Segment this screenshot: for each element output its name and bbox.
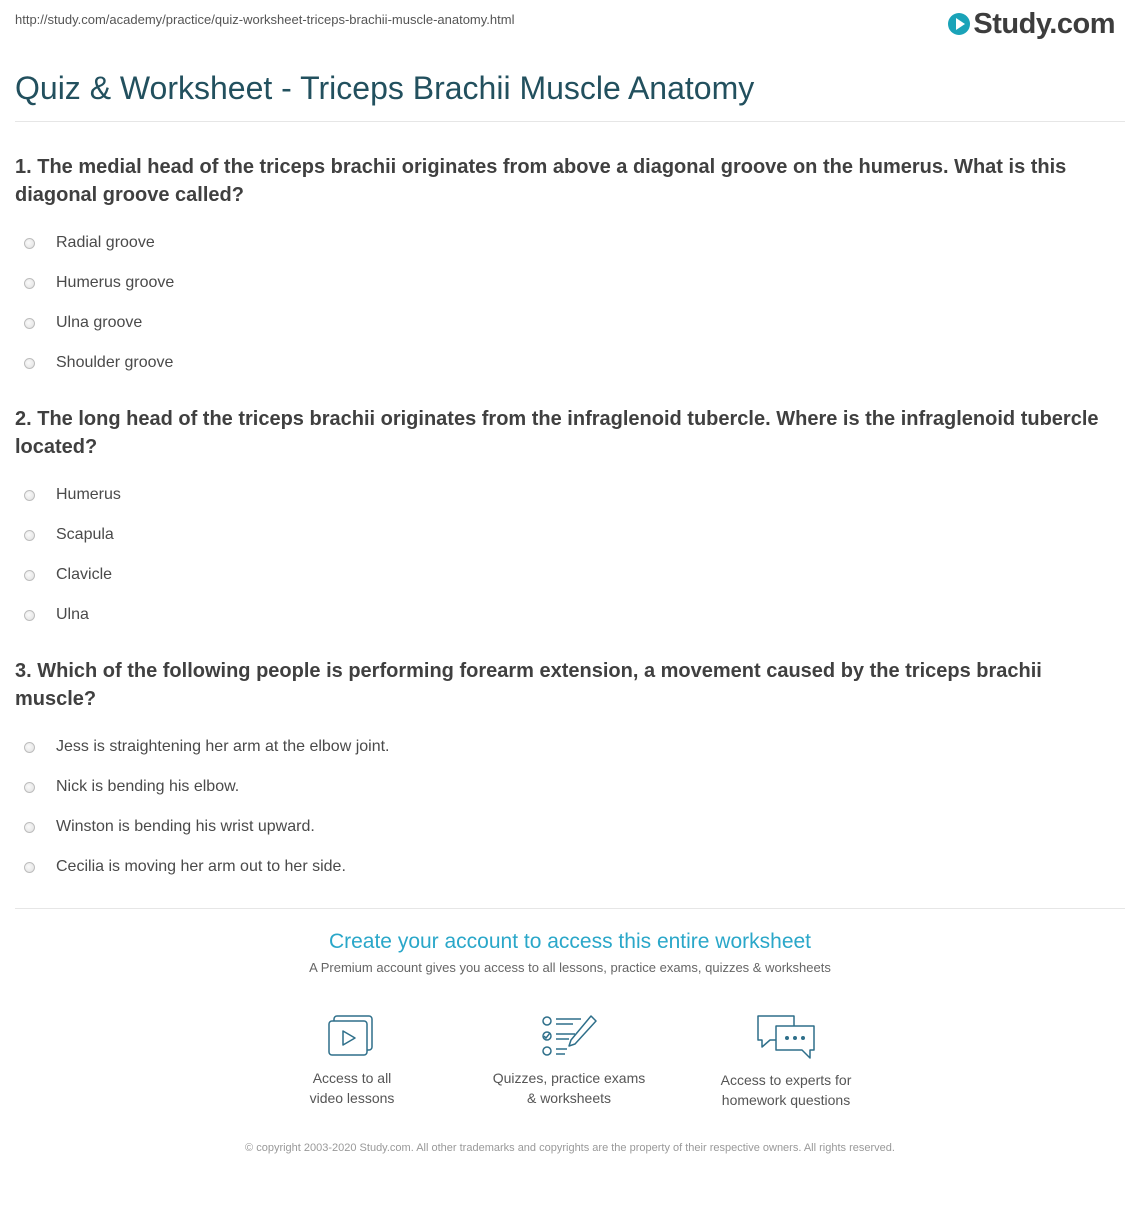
- video-lesson-icon: [324, 1012, 380, 1060]
- radio-button[interactable]: [24, 782, 35, 793]
- answer-label: Humerus: [56, 486, 121, 503]
- answer-option[interactable]: [15, 223, 1115, 263]
- feature-label: Access to all video lessons: [309, 1070, 395, 1106]
- feature-quizzes: [469, 1012, 669, 1108]
- answer-label: Nick is bending his elbow.: [56, 778, 240, 795]
- title-divider: [15, 121, 1125, 122]
- radio-button[interactable]: [24, 610, 35, 621]
- chat-bubbles-icon: [754, 1012, 818, 1062]
- answer-option[interactable]: [15, 515, 1115, 555]
- cta-subtitle: A Premium account gives you access to all lessons, practice exams, quizzes & worksheets: [309, 960, 831, 975]
- question-2: [15, 405, 1115, 635]
- answer-option[interactable]: [15, 767, 1115, 807]
- feature-label: Access to experts for homework questions: [720, 1072, 852, 1108]
- answer-option[interactable]: [15, 475, 1115, 515]
- answer-option[interactable]: [15, 595, 1115, 635]
- feature-video-lessons: [252, 1012, 452, 1108]
- question-3: [15, 657, 1115, 887]
- radio-button[interactable]: [24, 358, 35, 369]
- radio-button[interactable]: [24, 278, 35, 289]
- answer-option[interactable]: [15, 343, 1115, 383]
- question-1: [15, 153, 1115, 383]
- answer-label: Ulna: [56, 606, 89, 623]
- feature-label: Quizzes, practice exams & worksheets: [492, 1070, 646, 1106]
- answer-label: Ulna groove: [56, 314, 143, 331]
- answer-label: Cecilia is moving her arm out to her side.: [56, 858, 346, 875]
- page-title: Quiz & Worksheet - Triceps Brachii Muscle Anatomy: [15, 70, 755, 106]
- question-text: 2. The long head of the triceps brachii originates from the infraglenoid tubercle. Where is the infraglenoid tubercle located?: [15, 408, 1099, 458]
- answer-option[interactable]: [15, 727, 1115, 767]
- study-logo[interactable]: [948, 6, 1115, 42]
- radio-button[interactable]: [24, 318, 35, 329]
- answer-list: [15, 223, 1115, 383]
- answer-label: Scapula: [56, 526, 114, 543]
- answer-list: [15, 727, 1115, 887]
- question-text: 1. The medial head of the triceps brachii originates from above a diagonal groove on the humerus. What is this diagonal groove called?: [15, 156, 1067, 206]
- answer-label: Radial groove: [56, 234, 155, 251]
- feature-experts: [686, 1012, 886, 1110]
- page-url[interactable]: http://study.com/academy/practice/quiz-worksheet-triceps-brachii-muscle-anatomy.html: [15, 12, 515, 27]
- radio-button[interactable]: [24, 742, 35, 753]
- answer-option[interactable]: [15, 303, 1115, 343]
- radio-button[interactable]: [24, 862, 35, 873]
- radio-button[interactable]: [24, 238, 35, 249]
- cta-title-link[interactable]: Create your account to access this entire worksheet: [328, 930, 812, 953]
- radio-button[interactable]: [24, 490, 35, 501]
- answer-label: Shoulder groove: [56, 354, 174, 371]
- radio-button[interactable]: [24, 570, 35, 581]
- answer-option[interactable]: [15, 847, 1115, 887]
- answer-label: Humerus groove: [56, 274, 175, 291]
- answer-label: Winston is bending his wrist upward.: [56, 818, 315, 835]
- quiz-checklist-icon: [539, 1012, 599, 1060]
- answer-option[interactable]: [15, 263, 1115, 303]
- top-bar: [15, 0, 1125, 50]
- radio-button[interactable]: [24, 530, 35, 541]
- answer-list: [15, 475, 1115, 635]
- question-text: 3. Which of the following people is performing forearm extension, a movement caused by the triceps brachii muscle?: [15, 660, 1042, 710]
- signup-cta: [0, 930, 1140, 975]
- play-logo-icon: [948, 13, 970, 35]
- answer-label: Jess is straightening her arm at the elbow joint.: [56, 738, 390, 755]
- radio-button[interactable]: [24, 822, 35, 833]
- cta-divider: [15, 908, 1125, 909]
- copyright-footer: © copyright 2003-2020 Study.com. All other trademarks and copyrights are the property of their respective owners. All rights reserved.: [245, 1142, 895, 1154]
- logo-text: Study.com: [973, 7, 1115, 40]
- answer-option[interactable]: [15, 807, 1115, 847]
- answer-option[interactable]: [15, 555, 1115, 595]
- premium-features: [0, 1012, 1140, 1122]
- answer-label: Clavicle: [56, 566, 113, 583]
